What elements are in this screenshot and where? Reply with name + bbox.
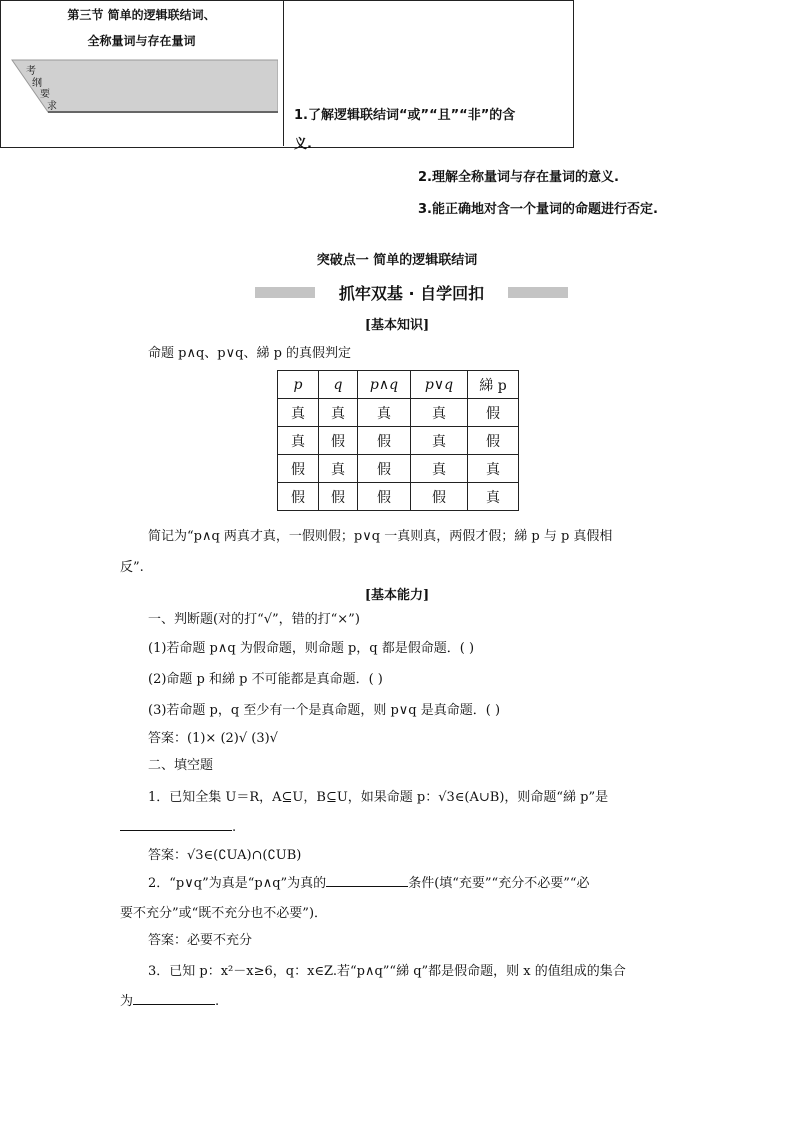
table-cell: 真: [468, 483, 519, 511]
question-text: .: [120, 818, 236, 835]
basic-ability-heading: [基本能力]: [364, 588, 430, 603]
question-text: (1)若命题 p∧q 为假命题，则命题 p，q 都是假命题．( ): [148, 641, 475, 656]
part1-heading: 一、判断题(对的打“√”，错的打“×”): [148, 612, 360, 627]
section-title: 突破点一 简单的逻辑联结词: [316, 253, 478, 268]
table-cell: 假: [319, 427, 358, 455]
banner-char: 考: [26, 66, 36, 77]
question-text: 为 .: [120, 994, 220, 1009]
header-box: [0, 0, 574, 148]
answer-text: 答案：必要不充分: [148, 933, 253, 948]
table-row: [278, 427, 519, 455]
summary-text: 简记为“p∧q 两真才真，一假则假；p∨q 一真则真，两假才假；綈 p 与 p 真假相: [148, 529, 613, 544]
table-caption: 命题 p∧q、p∨q、綈 p 的真假判定: [148, 346, 352, 361]
question-text: 2．“p∨q”为真是“p∧q”为真的 条件(填“充要”“充分不必要”“必: [148, 876, 590, 891]
table-cell: 真: [411, 455, 468, 483]
table-cell: 真: [319, 455, 358, 483]
banner-label: 抓牢双基 · 自学回扣: [338, 284, 485, 303]
requirement-line: 3.能正确地对含一个量词的命题进行否定.: [418, 202, 658, 217]
table-cell: 假: [358, 427, 411, 455]
table-cell: 假: [411, 483, 468, 511]
fill-blank[interactable]: [133, 992, 215, 1005]
basic-knowledge-heading: [基本知识]: [364, 318, 430, 333]
table-header-cell: 綈 p: [468, 371, 519, 399]
table-cell: 假: [358, 483, 411, 511]
summary-text: 反”.: [120, 560, 144, 575]
table-cell: 真: [411, 427, 468, 455]
table-header-cell: q: [319, 371, 358, 399]
question-text: 1．已知全集 U＝R，A⊆U，B⊆U，如果命题 p：√3∈(A∪B)，则命题“綈 p”是: [148, 790, 609, 805]
table-cell: 假: [278, 455, 319, 483]
part2-heading: 二、填空题: [148, 758, 214, 773]
table-cell: 真: [278, 399, 319, 427]
question-text: 要不充分”或“既不充分也不必要”)．: [120, 906, 328, 921]
requirement-line: 2.理解全称量词与存在量词的意义.: [418, 170, 619, 185]
table-header-cell: p∨q: [411, 371, 468, 399]
table-cell: 假: [468, 427, 519, 455]
table-header-row: [278, 371, 519, 399]
table-cell: 假: [468, 399, 519, 427]
section-banner-bar: [255, 283, 568, 301]
question-text: (2)命题 p 和綈 p 不可能都是真命题．( ): [148, 672, 383, 687]
banner-char: 要: [40, 89, 50, 100]
table-header-cell: p∧q: [358, 371, 411, 399]
requirement-line: 义.: [294, 137, 312, 152]
banner-char: 求: [47, 101, 57, 112]
table-cell: 真: [278, 427, 319, 455]
section-subheading: 全称量词与存在量词: [87, 34, 196, 48]
table-header-cell: p: [278, 371, 319, 399]
question-text: (3)若命题 p，q 至少有一个是真命题，则 p∨q 是真命题．( ): [148, 703, 501, 718]
table-cell: 真: [319, 399, 358, 427]
fill-blank[interactable]: [120, 818, 232, 831]
question-text: 3．已知 p：x²－x≥6，q：x∈Z.若“p∧q”“綈 q”都是假命题，则 x 的值组成的集合: [148, 964, 626, 979]
fill-blank[interactable]: [326, 874, 408, 887]
table-cell: 假: [278, 483, 319, 511]
requirement-line: 1.了解逻辑联结词“或”“且”“非”的含: [294, 108, 516, 123]
banner-char: 纲: [32, 78, 42, 89]
table-cell: 真: [358, 399, 411, 427]
answer-text: 答案：√3∈(∁UA)∩(∁UB): [148, 848, 302, 863]
table-row: [278, 483, 519, 511]
table-row: [278, 455, 519, 483]
truth-table: [277, 370, 519, 511]
table-cell: 假: [358, 455, 411, 483]
table-cell: 真: [411, 399, 468, 427]
table-cell: 假: [319, 483, 358, 511]
header-left-panel: [0, 0, 284, 146]
table-row: [278, 399, 519, 427]
section-heading: 第三节 简单的逻辑联结词、: [67, 8, 216, 22]
table-cell: 真: [468, 455, 519, 483]
answer-text: 答案：(1)× (2)√ (3)√: [148, 731, 278, 746]
